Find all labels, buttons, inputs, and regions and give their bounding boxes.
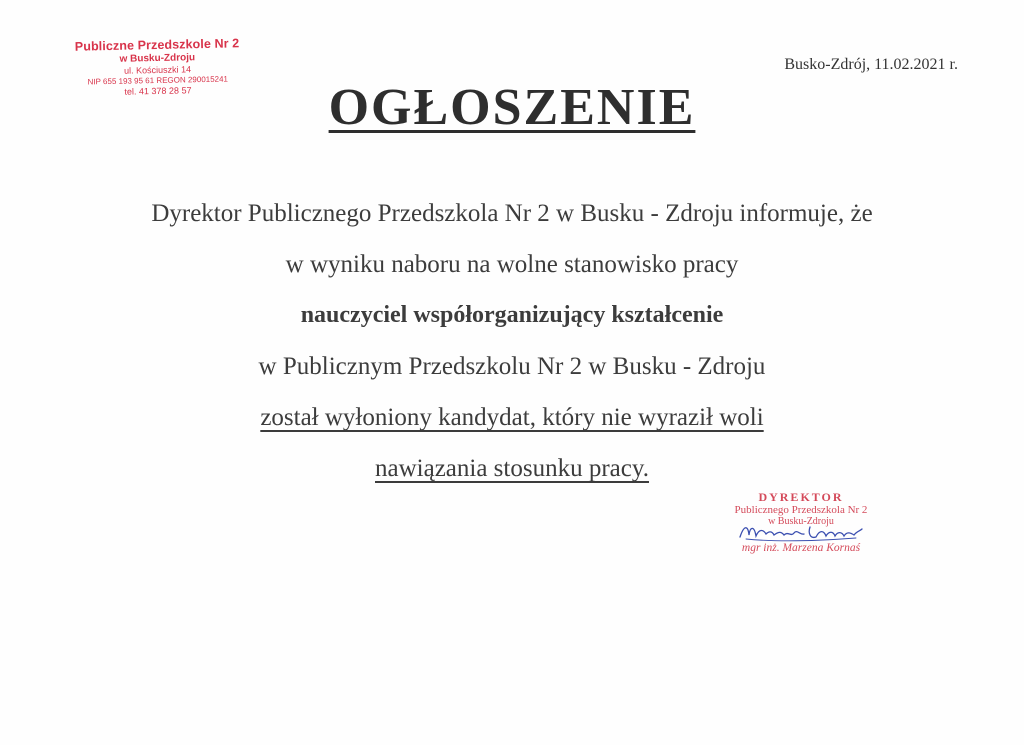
body-line-5: został wyłoniony kandydat, który nie wyraził woli bbox=[260, 404, 764, 431]
signature-icon bbox=[736, 519, 866, 545]
announcement-body bbox=[0, 188, 1024, 494]
body-line-4: w Publicznym Przedszkolu Nr 2 w Busku - Zdroju bbox=[258, 353, 766, 380]
director-stamp-title: DYREKTOR bbox=[758, 490, 844, 504]
document-date: Busko-Zdrój, 11.02.2021 r. bbox=[784, 56, 958, 73]
stamp-street: ul. Kościuszki 14 bbox=[123, 64, 192, 76]
body-line-6-wrap bbox=[0, 443, 1024, 494]
body-line-2: w wyniku naboru na wolne stanowisko pracy bbox=[285, 251, 739, 278]
body-line-6: nawiązania stosunku pracy. bbox=[375, 455, 649, 482]
director-name: mgr inż. Marzena Kornaś bbox=[741, 542, 861, 554]
document-title-wrap bbox=[0, 78, 1024, 137]
handwritten-signature bbox=[706, 527, 896, 541]
body-line-1: Dyrektor Publicznego Przedszkola Nr 2 w Busku - Zdroju informuje, że bbox=[151, 200, 873, 227]
stamp-school-name: Publiczne Przedszkole Nr 2 bbox=[74, 36, 240, 54]
director-stamp-institution: Publicznego Przedszkola Nr 2 bbox=[734, 504, 868, 516]
director-stamp-city: w Busku-Zdroju bbox=[768, 516, 834, 527]
document-title: OGŁOSZENIE bbox=[328, 79, 696, 136]
position-title: nauczyciel współorganizujący kształcenie bbox=[300, 302, 724, 328]
body-line-5-wrap bbox=[0, 392, 1024, 443]
director-stamp bbox=[706, 490, 896, 555]
stamp-phone: tel. 41 378 28 57 bbox=[124, 85, 192, 97]
stamp-city: w Busku-Zdroju bbox=[119, 52, 196, 65]
stamp-ids: NIP 655 193 95 61 REGON 290015241 bbox=[87, 74, 229, 87]
